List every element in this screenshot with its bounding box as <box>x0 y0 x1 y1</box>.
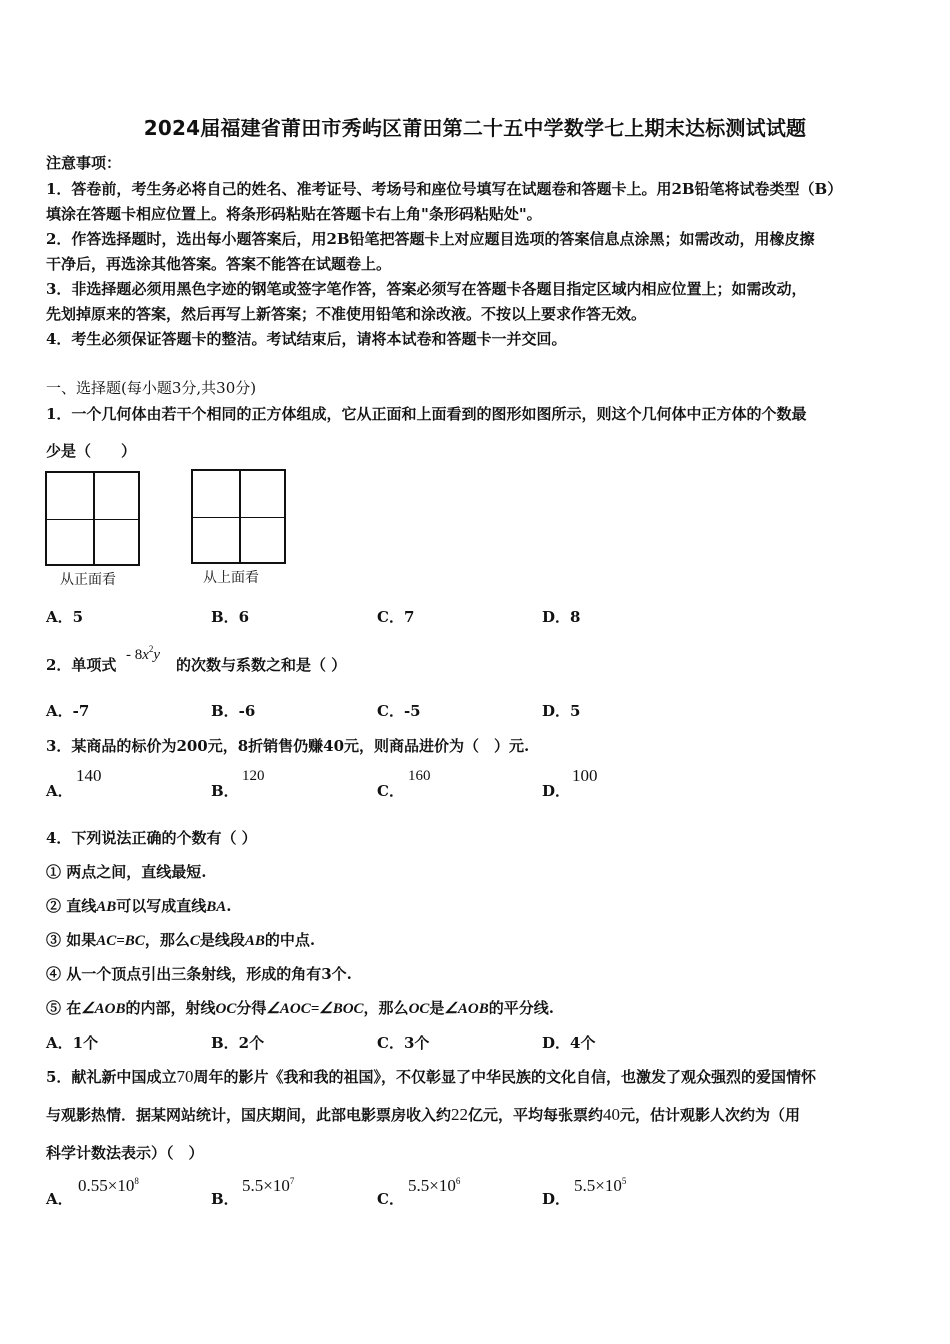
q3-option-a-label: A． <box>46 782 73 800</box>
q5-option-c-value: $5.5\times 10^6$ <box>408 1176 461 1195</box>
top-view-figure <box>191 469 286 564</box>
q5-option-c-label: C． <box>377 1190 404 1208</box>
q4-option-d: D．4个 <box>542 1034 596 1052</box>
q3-text: 3．某商品的标价为200元，8折销售仍赚40元，则商品进价为（ ）元. <box>46 737 530 755</box>
q4-statement-5: ⑤ 在∠AOB的内部，射线OC分得∠AOC=∠BOC，那么OC是∠AOB的平分线. <box>46 999 554 1017</box>
q1-text-b: 少是（ ） <box>46 442 137 460</box>
q1-option-a: A．5 <box>46 608 84 626</box>
q3-option-d-label: D． <box>542 782 571 800</box>
q3-option-b-label: B． <box>211 782 239 800</box>
q3-option-a-value: 140 <box>76 766 102 785</box>
q5-line-1: 5．献礼新中国成立70周年的影片《我和我的祖国》，不仅彰显了中华民族的文化自信，也激发了观众强烈的爱国情怀 <box>46 1067 816 1086</box>
notice-line-3a: 3．非选择题必须用黑色字迹的钢笔或签字笔作答，答案必须写在答题卡各题目指定区域内相应位置上；如需改动， <box>46 280 807 298</box>
notice-line-1b: 填涂在答题卡相应位置上。将条形码粘贴在答题卡右上角"条形码粘贴处"。 <box>46 205 542 223</box>
q4-statement-3: ③ 如果AC=BC，那么C是线段AB的中点. <box>46 931 316 949</box>
q3-option-b-value: 120 <box>242 768 265 784</box>
q5-line-2: 与观影热情．据某网站统计，国庆期间，此部电影票房收入约22亿元，平均每张票约40元，估计观影人次约为（用 <box>46 1105 801 1124</box>
notice-heading: 注意事项： <box>46 154 122 172</box>
q2-option-b: B．-6 <box>211 702 256 720</box>
q1-option-b: B．6 <box>211 608 250 626</box>
front-view-figure <box>45 471 140 566</box>
q5-option-d-value: $5.5\times 10^5$ <box>574 1176 627 1195</box>
q2-option-a: A．-7 <box>46 702 90 720</box>
q4-option-a: A．1个 <box>46 1034 99 1052</box>
q3-option-c-label: C． <box>377 782 404 800</box>
q1-option-c: C．7 <box>377 608 415 626</box>
q3-option-d-value: 100 <box>572 766 598 785</box>
q4-option-c: C．3个 <box>377 1034 430 1052</box>
top-view-caption: 从上面看 <box>203 570 259 586</box>
q2-option-c: C．-5 <box>377 702 421 720</box>
notice-line-2b: 干净后，再选涂其他答案。答案不能答在试题卷上。 <box>46 255 392 273</box>
q5-line-3: 科学计数法表示）（ ） <box>46 1144 204 1162</box>
q5-option-a-label: A． <box>46 1190 73 1208</box>
q5-option-d-label: D． <box>542 1190 571 1208</box>
q2-suffix: 的次数与系数之和是（ ） <box>176 656 347 674</box>
notice-line-3b: 先划掉原来的答案，然后再写上新答案；不准使用铅笔和涂改液。不按以上要求作答无效。 <box>46 305 647 323</box>
q1-option-d: D．8 <box>542 608 581 626</box>
q4-option-b: B．2个 <box>211 1034 265 1052</box>
section-heading: 一、选择题(每小题3分,共30分) <box>46 379 257 397</box>
front-view-caption: 从正面看 <box>60 572 116 588</box>
q5-option-b-label: B． <box>211 1190 239 1208</box>
notice-line-2a: 2．作答选择题时，选出每小题答案后，用2B铅笔把答题卡上对应题目选项的答案信息点涂黑；如需改动，用橡皮擦 <box>46 230 815 248</box>
q4-statement-4: ④ 从一个顶点引出三条射线，形成的角有3个. <box>46 965 352 983</box>
q4-statement-1: ① 两点之间，直线最短. <box>46 863 207 881</box>
q4-text: 4．下列说法正确的个数有（ ） <box>46 829 257 847</box>
q1-text-a: 1．一个几何体由若干个相同的正方体组成，它从正面和上面看到的图形如图所示，则这个几何体中正方体的个数最 <box>46 405 807 423</box>
notice-line-1a: 1．答卷前，考生务必将自己的姓名、准考证号、考场号和座位号填写在试题卷和答题卡上。用2B铅笔将试卷类型（B） <box>46 180 843 198</box>
q5-option-a-value: $0.55\times 10^8$ <box>78 1176 139 1195</box>
q2-prefix: 2．单项式 <box>46 656 117 674</box>
page-title: 2024届福建省莆田市秀屿区莆田第二十五中学数学七上期末达标测试试题 <box>143 116 807 140</box>
q2-expression: - $8x^2y$ <box>126 644 161 663</box>
q2-option-d: D．5 <box>542 702 581 720</box>
q5-option-b-value: $5.5\times 10^7$ <box>242 1176 295 1195</box>
q4-statement-2: ② 直线AB可以写成直线BA. <box>46 897 232 915</box>
notice-line-4: 4．考生必须保证答题卡的整洁。考试结束后，请将本试卷和答题卡一并交回。 <box>46 330 567 348</box>
q3-option-c-value: 160 <box>408 768 431 784</box>
